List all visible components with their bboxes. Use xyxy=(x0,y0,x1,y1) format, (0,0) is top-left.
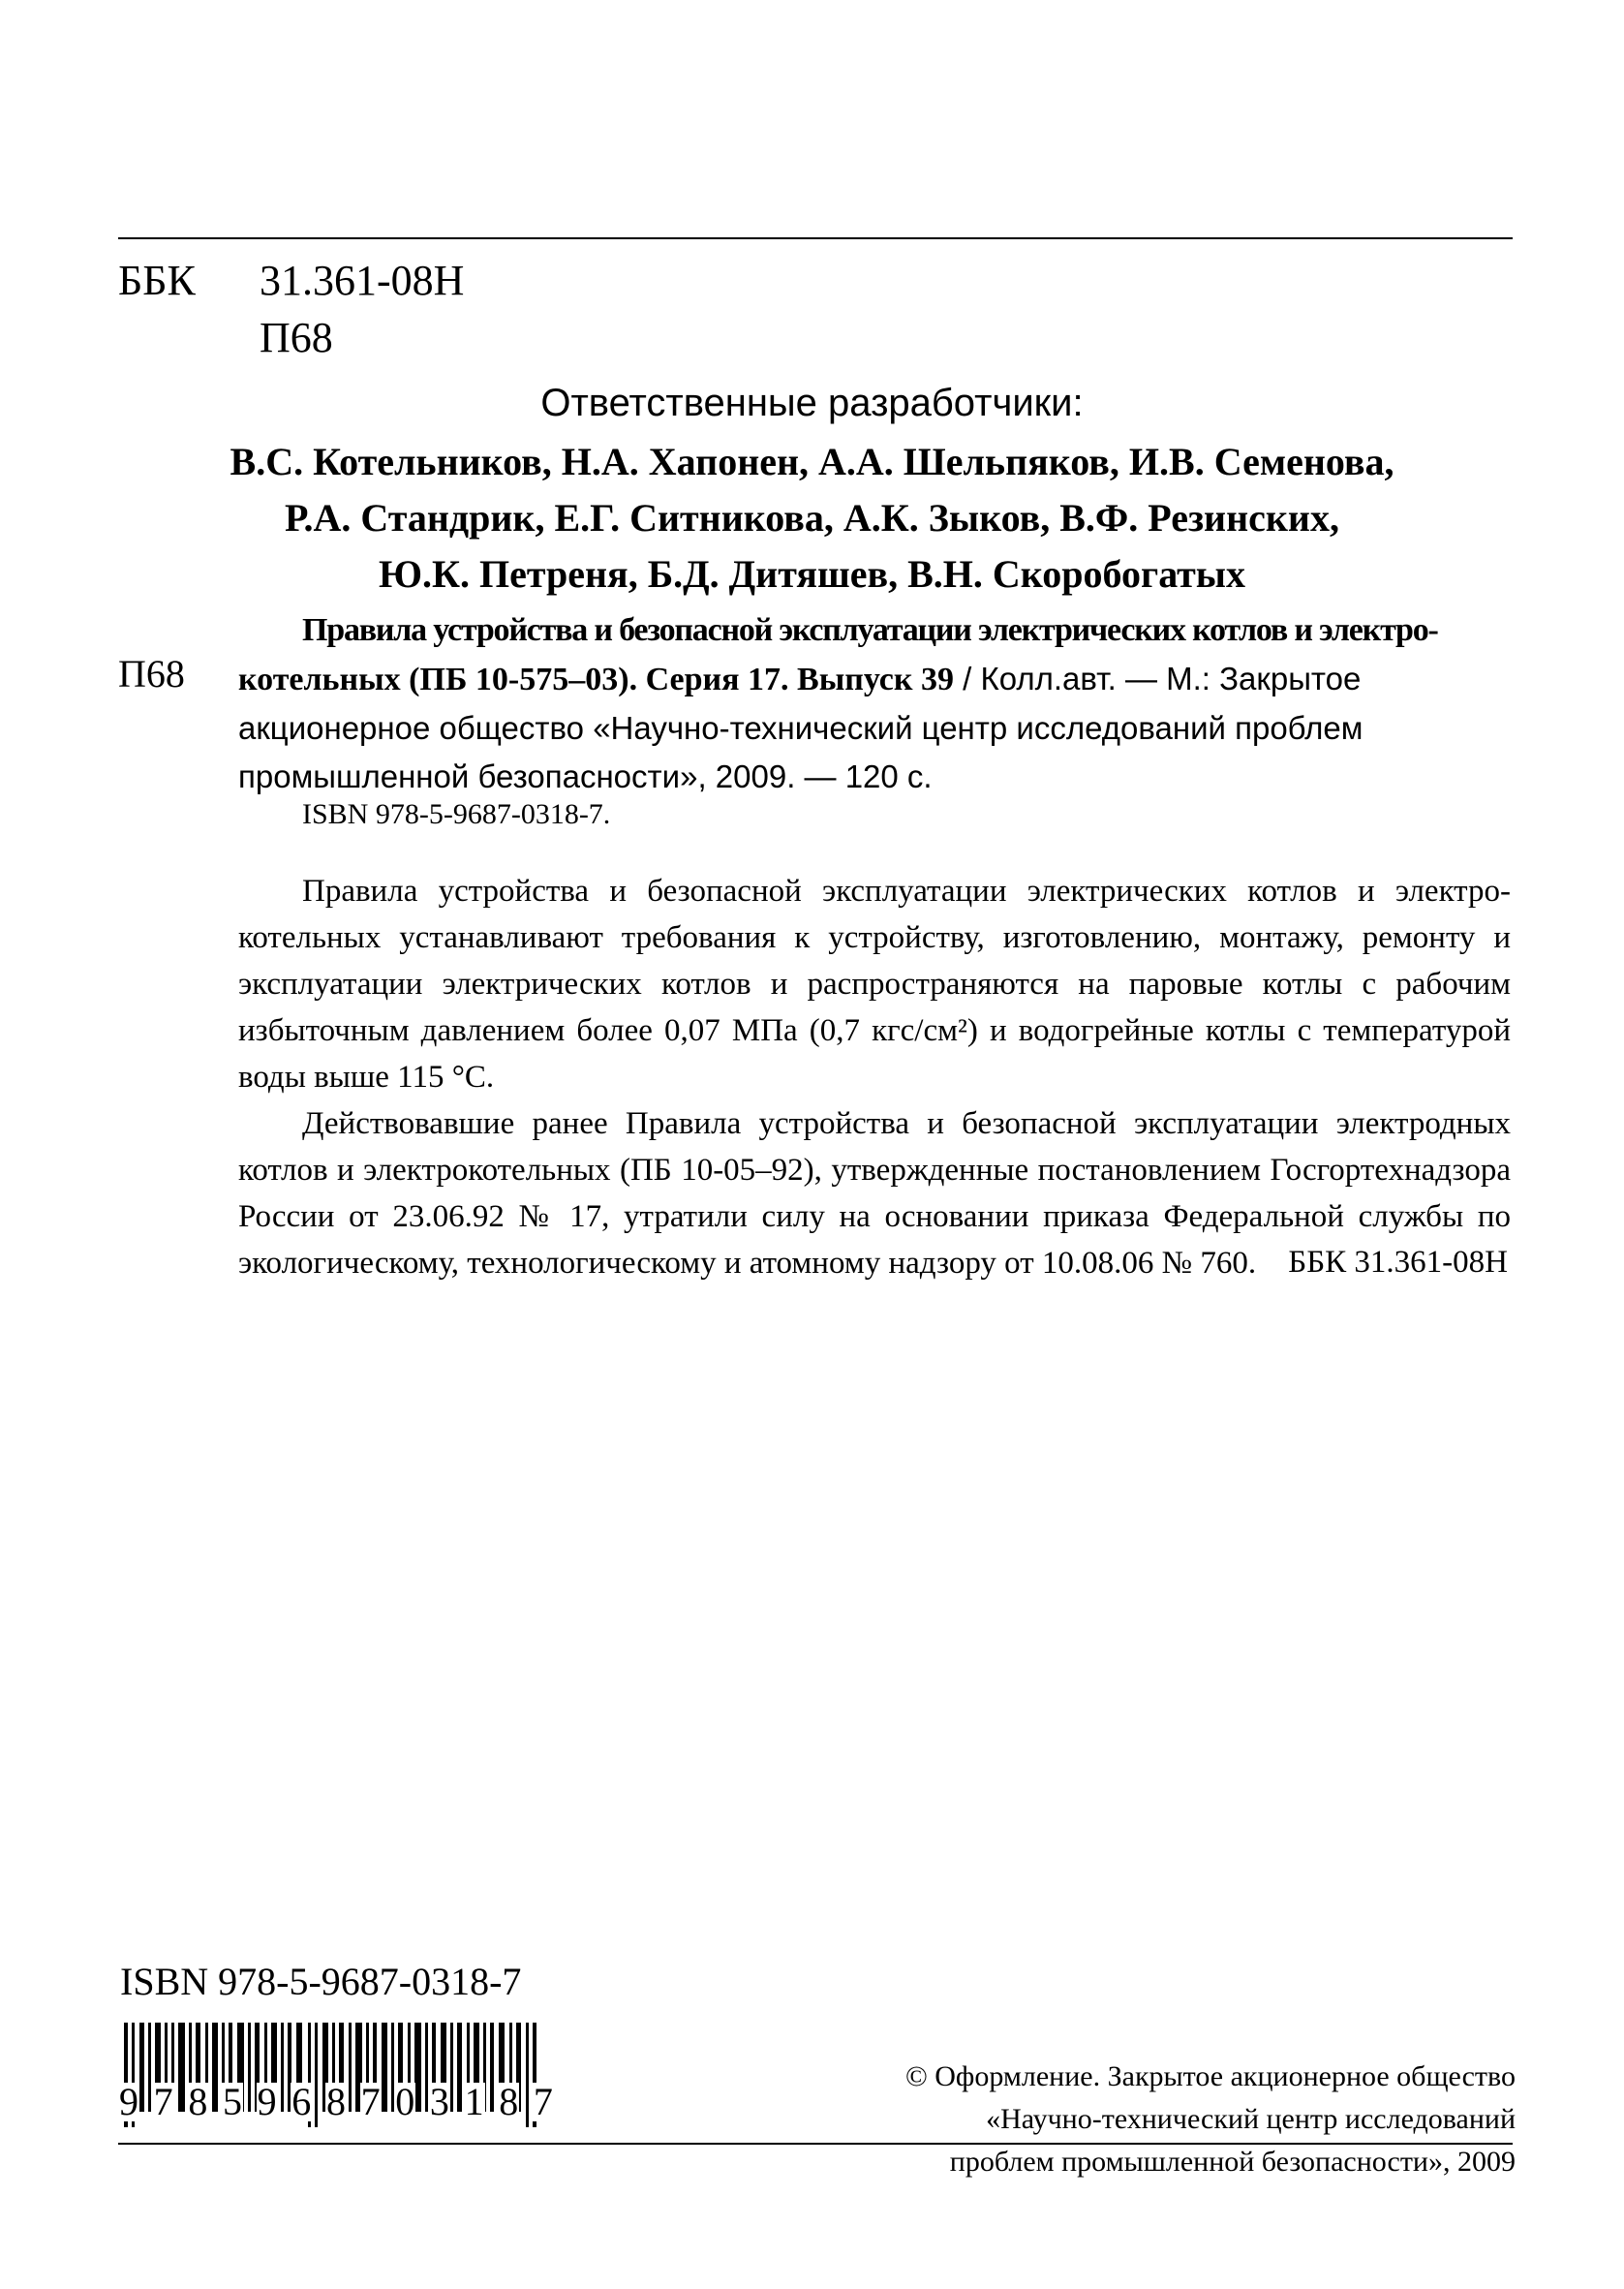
barcode-digit: 7 xyxy=(153,2080,173,2123)
barcode-digits xyxy=(118,2080,554,2123)
developers-line: Ю.К. Петреня, Б.Д. Дитяшев, В.Н. Скоробогатых xyxy=(378,552,1246,596)
annotation xyxy=(238,868,1511,1286)
copyright-line: © Оформление. Закрытое акционерное общество xyxy=(904,2060,1516,2092)
barcode-digit: 8 xyxy=(499,2080,519,2123)
barcode-digit: 5 xyxy=(222,2080,242,2123)
bottom-rule xyxy=(118,2143,1513,2145)
barcode-digit: 9 xyxy=(119,2080,138,2123)
annotation-paragraph: Правила устройства и безопасной эксплуатации электрических котлов и электро-котельных устанавливают требования к устройству, изготовлению, монтажу, ремонту и эксплуатации электрических котлов и распространяются на паровые котлы с рабочим избыточным давлением более 0,07 МПа (0,7 кгс/см²) и водогрейные котлы с температурой воды выше 115 °С. xyxy=(238,874,1511,1095)
biblio-imprint: / Колл.авт. — М.: Закрытое xyxy=(953,661,1362,696)
barcode-digit: 7 xyxy=(360,2080,381,2123)
isbn-barcode-text: ISBN 978-5-9687-0318-7 xyxy=(120,1960,522,2003)
barcode-digit: 1 xyxy=(464,2080,484,2123)
developers-line: В.С. Котельников, Н.А. Хапонен, А.А. Шельпяков, И.В. Семенова, xyxy=(230,440,1394,483)
biblio-line xyxy=(238,655,1511,704)
bbk-code: 31.361-08Н xyxy=(260,257,465,304)
biblio-title-line: Правила устройства и безопасной эксплуатации электрических котлов и электро- xyxy=(302,612,1438,648)
barcode-digit: 6 xyxy=(291,2080,312,2123)
side-author-mark: П68 xyxy=(118,652,185,696)
copyright-line: «Научно-технический центр исследований xyxy=(986,2103,1516,2135)
copyright-notice xyxy=(794,2056,1516,2183)
annotation-paragraph: Действовавшие ранее Правила устройства и безопасной эксплуатации электродных котлов и электрокотельных (ПБ 10-05–92), утвержденные постановлением Госгортехнадзора России от 23.06.92 № 17, утратили силу на основании приказа Федеральной службы по экологическому, технологическому и атомному надзору от 10.08.06 № 760. xyxy=(238,1106,1511,1281)
bbk-label: ББК xyxy=(118,257,196,304)
biblio-line: акционерное общество «Научно-технический центр исследований проблем xyxy=(238,710,1364,746)
bbk-bottom: ББК 31.361-08Н xyxy=(1288,1245,1508,1280)
developers-title: Ответственные разработчики: xyxy=(540,382,1084,424)
biblio-title-continued: котельных (ПБ 10-575–03). Серия 17. Выпуск 39 xyxy=(238,662,954,697)
copyright-line: проблем промышленной безопасности», 2009 xyxy=(949,2146,1516,2178)
developers-line: Р.А. Стандрик, Е.Г. Ситникова, А.К. Зыков, В.Ф. Резинских, xyxy=(285,496,1339,540)
barcode-digit: 9 xyxy=(257,2080,277,2123)
barcode-digit: 0 xyxy=(395,2080,415,2123)
barcode-digit: 8 xyxy=(325,2080,346,2123)
barcode-digit: 8 xyxy=(188,2080,208,2123)
bibliographic-record xyxy=(238,606,1511,801)
biblio-line: промышленной безопасности», 2009. — 120 с. xyxy=(238,758,933,794)
isbn-line: ISBN 978-5-9687-0318-7. xyxy=(302,798,611,830)
barcode-digit: 3 xyxy=(429,2080,449,2123)
barcode-digit: 7 xyxy=(533,2080,553,2123)
top-rule xyxy=(118,237,1513,239)
developers-names xyxy=(136,434,1488,603)
author-mark: П68 xyxy=(260,314,333,361)
